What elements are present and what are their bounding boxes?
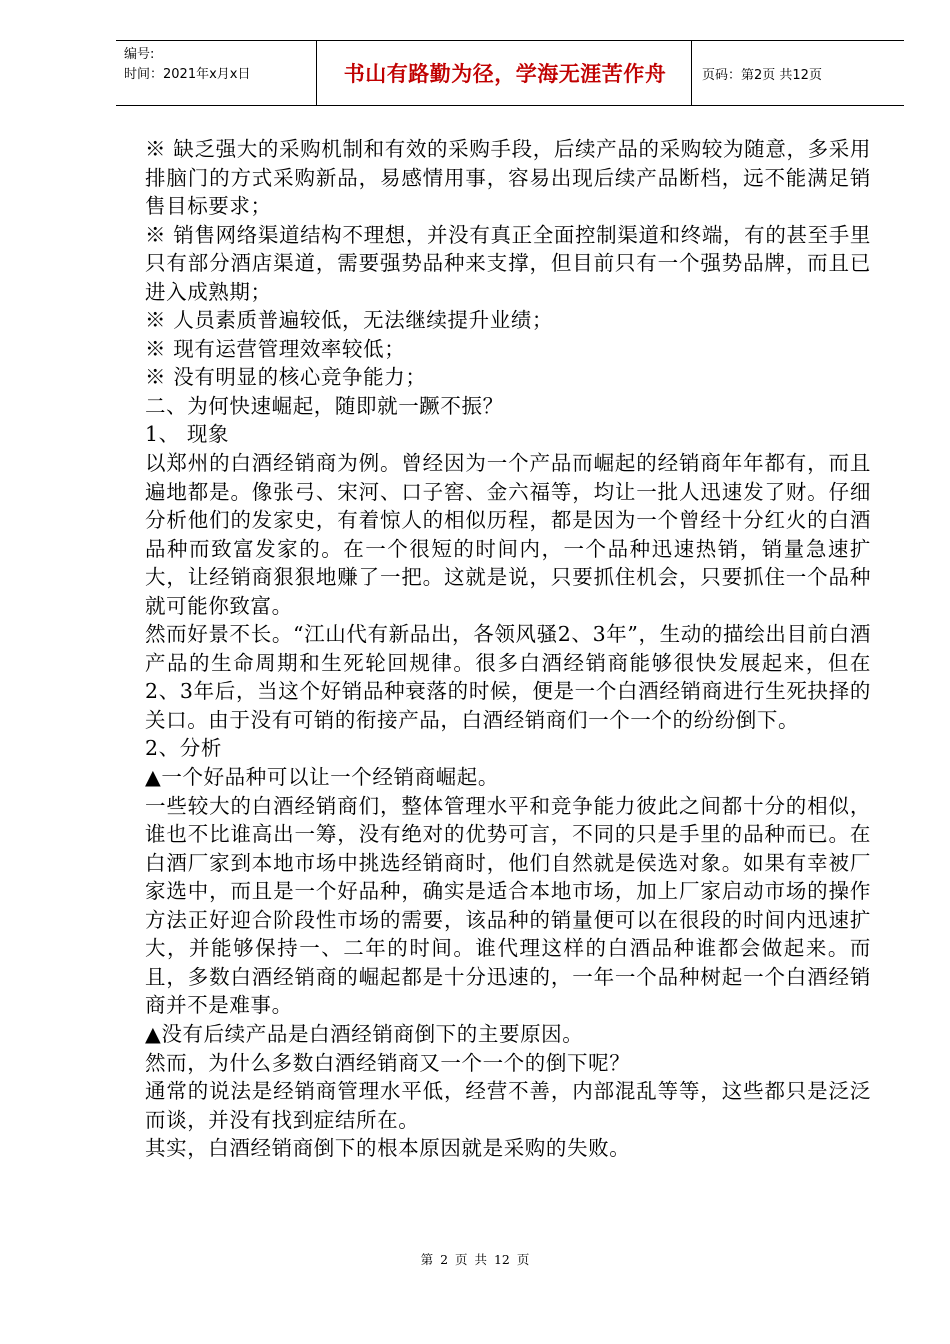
- header-meta: [124, 45, 250, 85]
- paragraph: ※ 人员素质普遍较低，无法继续提升业绩；: [145, 308, 554, 333]
- document-body: [145, 135, 871, 1163]
- bullet-point: ▲一个好品种可以让一个经销商崛起。: [145, 765, 499, 790]
- paragraph: ※ 销售网络渠道结构不理想，并没有真正全面控制渠道和终端，有的甚至手里只有部分酒店渠道，需要强势品种来支撑，但目前只有一个强势品牌，而且已进入成熟期；: [145, 222, 871, 304]
- header-page-label: 页码：第2页 共12页: [702, 67, 822, 83]
- paragraph: ※ 缺乏强大的采购机制和有效的采购手段，后续产品的采购较为随意，多采用排脑门的方式采购新品，易感情用事，容易出现后续产品断档，远不能满足销售目标要求；: [145, 137, 871, 219]
- paragraph: ※ 现有运营管理效率较低；: [145, 336, 406, 361]
- paragraph: 然而，为什么多数白酒经销商又一个一个的倒下呢？: [145, 1050, 631, 1075]
- header-motto: 书山有路勤为径，学海无涯苦作舟: [343, 62, 667, 86]
- section-heading: 二、为何快速崛起，随即就一蹶不振？: [145, 393, 504, 418]
- page-footer: 第 2 页 共 12 页: [420, 1252, 530, 1267]
- paragraph: ※ 没有明显的核心竞争能力；: [145, 365, 427, 390]
- paragraph: 一些较大的白酒经销商们，整体管理水平和竞争能力彼此之间都十分的相似，谁也不比谁高出一筹，没有绝对的优势可言，不同的只是手里的品种而已。在白酒厂家到本地市场中挑选经销商时，他们自然就是侯选对象。如果有幸被厂家选中，而且是一个好品种，确实是适合本地市场，加上厂家启动市场的操作方法正好迎合阶段性市场的需要，该品种的销量便可以在很段的时间内迅速扩大，并能够保持一、二年的时间。谁代理这样的白酒品种谁都会做起来。而且，多数白酒经销商的崛起都是十分迅速的，一年一个品种树起一个白酒经销商并不是难事。: [145, 793, 871, 1018]
- paragraph: 然而好景不长。“江山代有新品出，各领风骚2、3年”，生动的描绘出目前白酒产品的生命周期和生死轮回规律。很多白酒经销商能够很快发展起来，但在2、3年后，当这个好销品种衰落的时候，便是一个白酒经销商进行生死抉择的关口。由于没有可销的衔接产品，白酒经销商们一个一个的纷纷倒下。: [145, 622, 871, 732]
- page-header: [116, 40, 904, 106]
- paragraph: 以郑州的白酒经销商为例。曾经因为一个产品而崛起的经销商年年都有，而且遍地都是。像张弓、宋河、口子窖、金六福等，均让一批人迅速发了财。仔细分析他们的发家史，有着惊人的相似历程，都是因为一个曾经十分红火的白酒品种而致富发家的。在一个很短的时间内，一个品种迅速热销，销量急速扩大，让经销商狠狠地赚了一把。这就是说，只要抓住机会，只要抓住一个品种就可能你致富。: [145, 451, 871, 618]
- subsection-heading: 1、 现象: [145, 422, 230, 447]
- paragraph: 通常的说法是经销商管理水平低，经营不善，内部混乱等等，这些都只是泛泛而谈，并没有找到症结所在。: [145, 1079, 871, 1132]
- header-divider-left: [316, 41, 317, 105]
- header-divider-right: [691, 41, 692, 105]
- bullet-point: ▲没有后续产品是白酒经销商倒下的主要原因。: [145, 1021, 584, 1046]
- paragraph: 其实，白酒经销商倒下的根本原因就是采购的失败。: [145, 1136, 631, 1161]
- header-number-label: 编号:: [124, 47, 155, 62]
- header-time-label: 时间：2021年x月x日: [124, 67, 251, 82]
- subsection-heading: 2、分析: [145, 736, 222, 761]
